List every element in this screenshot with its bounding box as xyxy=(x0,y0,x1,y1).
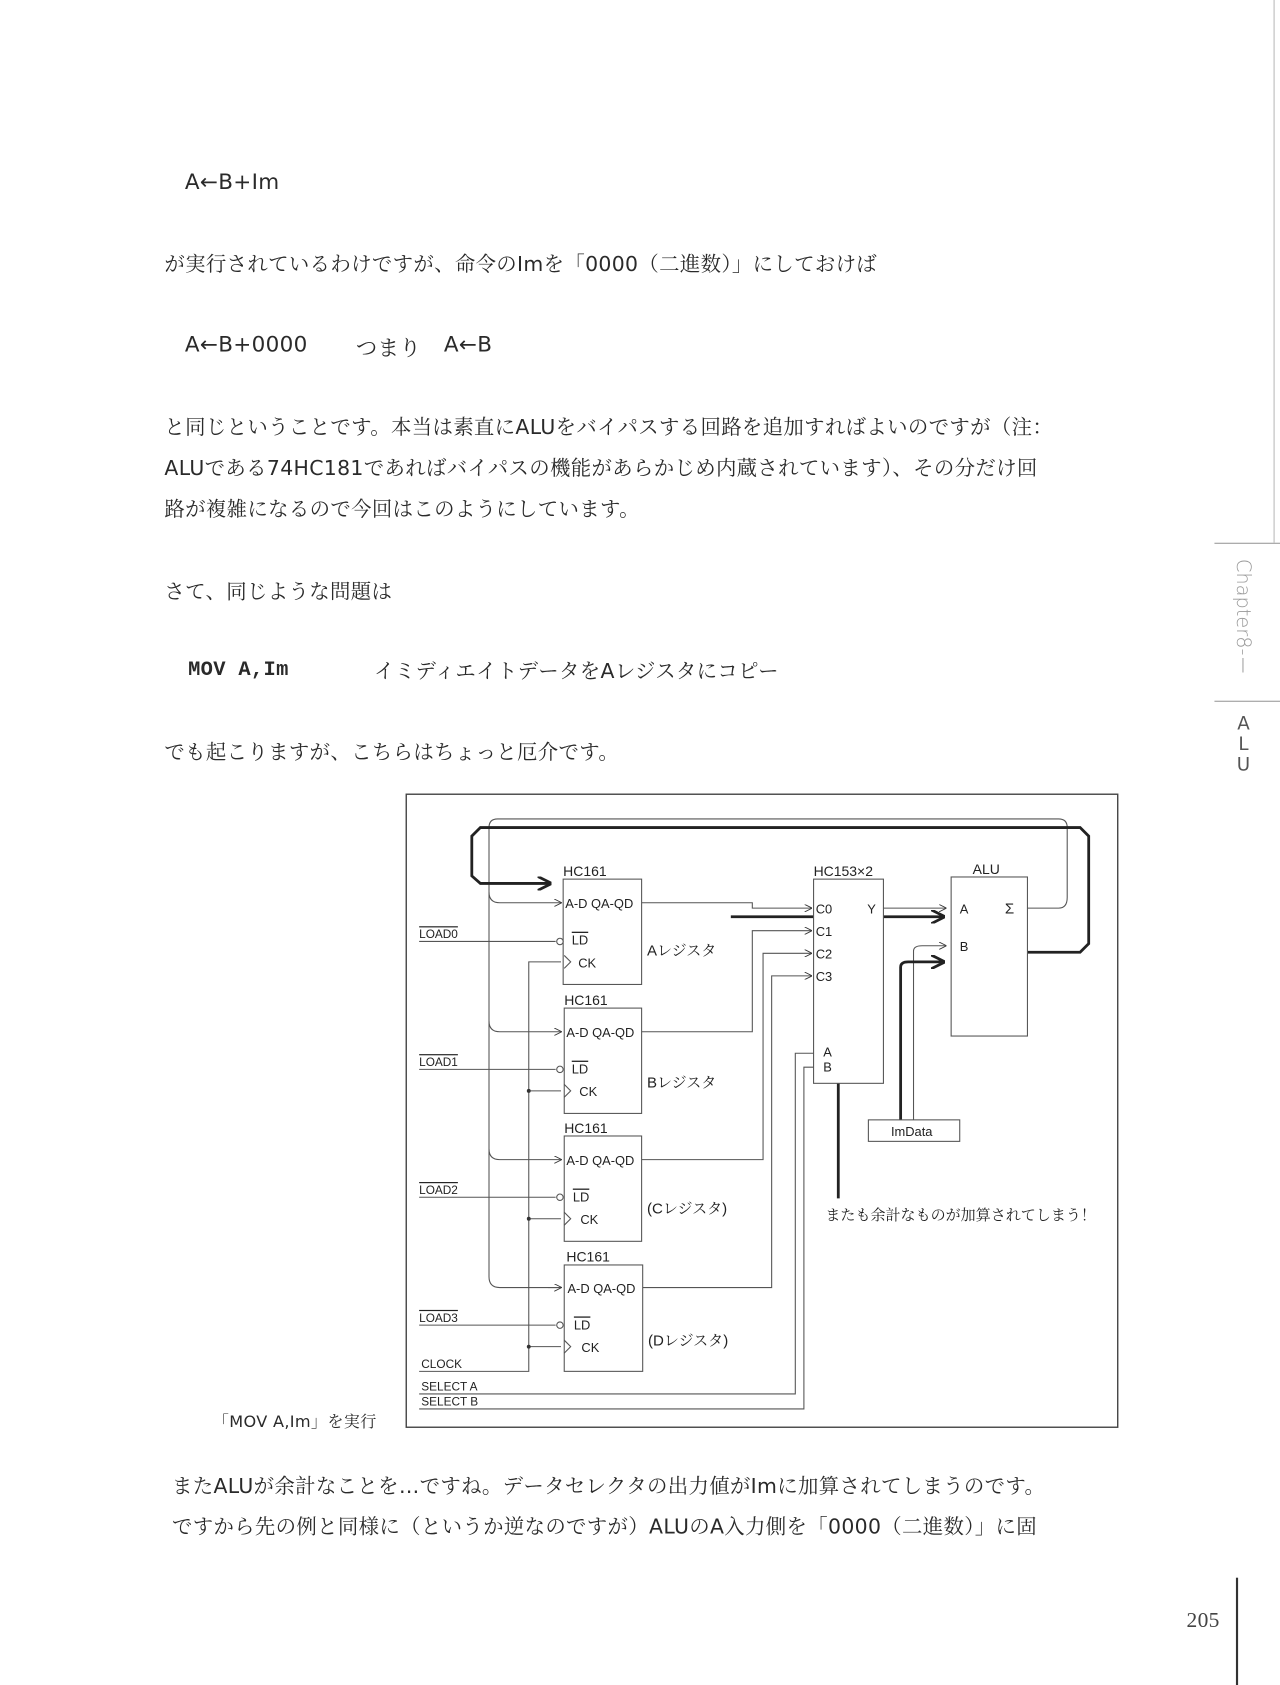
register-name: (Cレジスタ) xyxy=(646,1200,728,1218)
pin-label: Σ xyxy=(1004,900,1015,918)
page-number-rule xyxy=(1236,1578,1238,1685)
pin-label: C1 xyxy=(815,924,833,940)
pin-label: C2 xyxy=(815,946,833,962)
pin-label: Y xyxy=(867,901,876,917)
chip-label: HC161 xyxy=(564,991,608,1008)
paragraph-2-line: ALUである74HC181であればバイパスの機能があらかじめ内蔵されています）、その分だけ回 xyxy=(164,456,1038,481)
tab-divider xyxy=(1214,543,1280,544)
pin-label: B xyxy=(959,939,969,955)
pin-label: LD xyxy=(571,1061,589,1077)
instruction-description: イミディエイトデータをAレジスタにコピー xyxy=(374,659,779,684)
pin-label: A-D QA-QD xyxy=(566,1025,635,1041)
formula-2c: A←B xyxy=(443,331,493,357)
annotation: またも余計なものが加算されてしまう！ xyxy=(825,1206,1096,1224)
pin-label: A xyxy=(823,1044,832,1060)
register-name: Aレジスタ xyxy=(646,942,717,960)
section-tab xyxy=(1234,715,1253,776)
page-number: 205 xyxy=(1186,1608,1220,1633)
figure-caption: 「MOV A,Im」を実行 xyxy=(212,1412,377,1432)
chip-label: HC161 xyxy=(566,1248,610,1265)
paragraph-1: が実行されているわけですが、命令のImを「0000（二進数）」にしておけば xyxy=(164,252,878,277)
formula-2a: A←B+0000 xyxy=(184,331,308,357)
pin-label: A-D QA-QD xyxy=(566,1153,635,1169)
paragraph-5-line: ですから先の例と同様に（というか逆なのですが）ALUのA入力側を「0000（二進数）」に固 xyxy=(171,1515,1038,1540)
pin-label: B xyxy=(823,1059,832,1075)
imdata-label: ImData xyxy=(890,1123,933,1139)
signal-label: SELECT A xyxy=(421,1379,478,1394)
formula-2b: つまり xyxy=(355,335,422,362)
pin-label: A-D QA-QD xyxy=(567,1280,636,1296)
register-name: (Dレジスタ) xyxy=(648,1332,729,1350)
pin-label: LD xyxy=(573,1317,591,1333)
section-letter: U xyxy=(1236,754,1251,776)
paragraph-2-line: 路が複雑になるので今回はこのようにしています。 xyxy=(164,497,640,522)
pin-label: CK xyxy=(581,1340,600,1356)
tab-divider xyxy=(1214,701,1280,702)
selector-label: HC153×2 xyxy=(813,862,873,879)
chip-label: HC161 xyxy=(564,1119,608,1136)
paragraph-3: さて、同じような問題は xyxy=(164,580,393,604)
chapter-tab: Chapter8-Ⅰ xyxy=(1231,558,1255,679)
pin-label: C3 xyxy=(815,969,833,985)
signal-label: LOAD2 xyxy=(419,1183,458,1198)
signal-label: SELECT B xyxy=(421,1394,479,1409)
pin-label: A xyxy=(959,901,969,917)
pin-label: CK xyxy=(579,1084,598,1100)
formula-a-b-plus-im: A←B+Im xyxy=(184,168,280,195)
signal-label: LOAD0 xyxy=(419,927,458,942)
pin-label: C0 xyxy=(815,901,833,917)
pin-label: LD xyxy=(572,1189,590,1205)
paragraph-2-line: と同じということです。本当は素直にALUをバイパスする回路を追加すればよいのですが（注： xyxy=(164,415,1054,440)
pin-label: A-D QA-QD xyxy=(565,896,634,912)
signal-label: CLOCK xyxy=(421,1357,462,1372)
pin-label: CK xyxy=(578,955,597,971)
signal-label: LOAD1 xyxy=(419,1055,458,1070)
signal-label: LOAD3 xyxy=(419,1310,458,1325)
instruction-code: MOV A,Im xyxy=(188,657,289,682)
paragraph-5-line: またALUが余計なことを…ですね。データセレクタの出力値がImに加算されてしまうのです。 xyxy=(171,1474,1046,1499)
section-letter: A xyxy=(1237,713,1250,736)
alu-label: ALU xyxy=(972,860,1000,877)
register-name: Bレジスタ xyxy=(646,1074,717,1092)
section-letter: L xyxy=(1238,734,1249,756)
paragraph-4: でも起こりますが、こちらはちょっと厄介です。 xyxy=(164,740,620,765)
pin-label: LD xyxy=(571,932,589,948)
pin-label: CK xyxy=(580,1212,599,1228)
page-edge xyxy=(1274,0,1275,543)
chip-label: HC161 xyxy=(563,862,607,879)
